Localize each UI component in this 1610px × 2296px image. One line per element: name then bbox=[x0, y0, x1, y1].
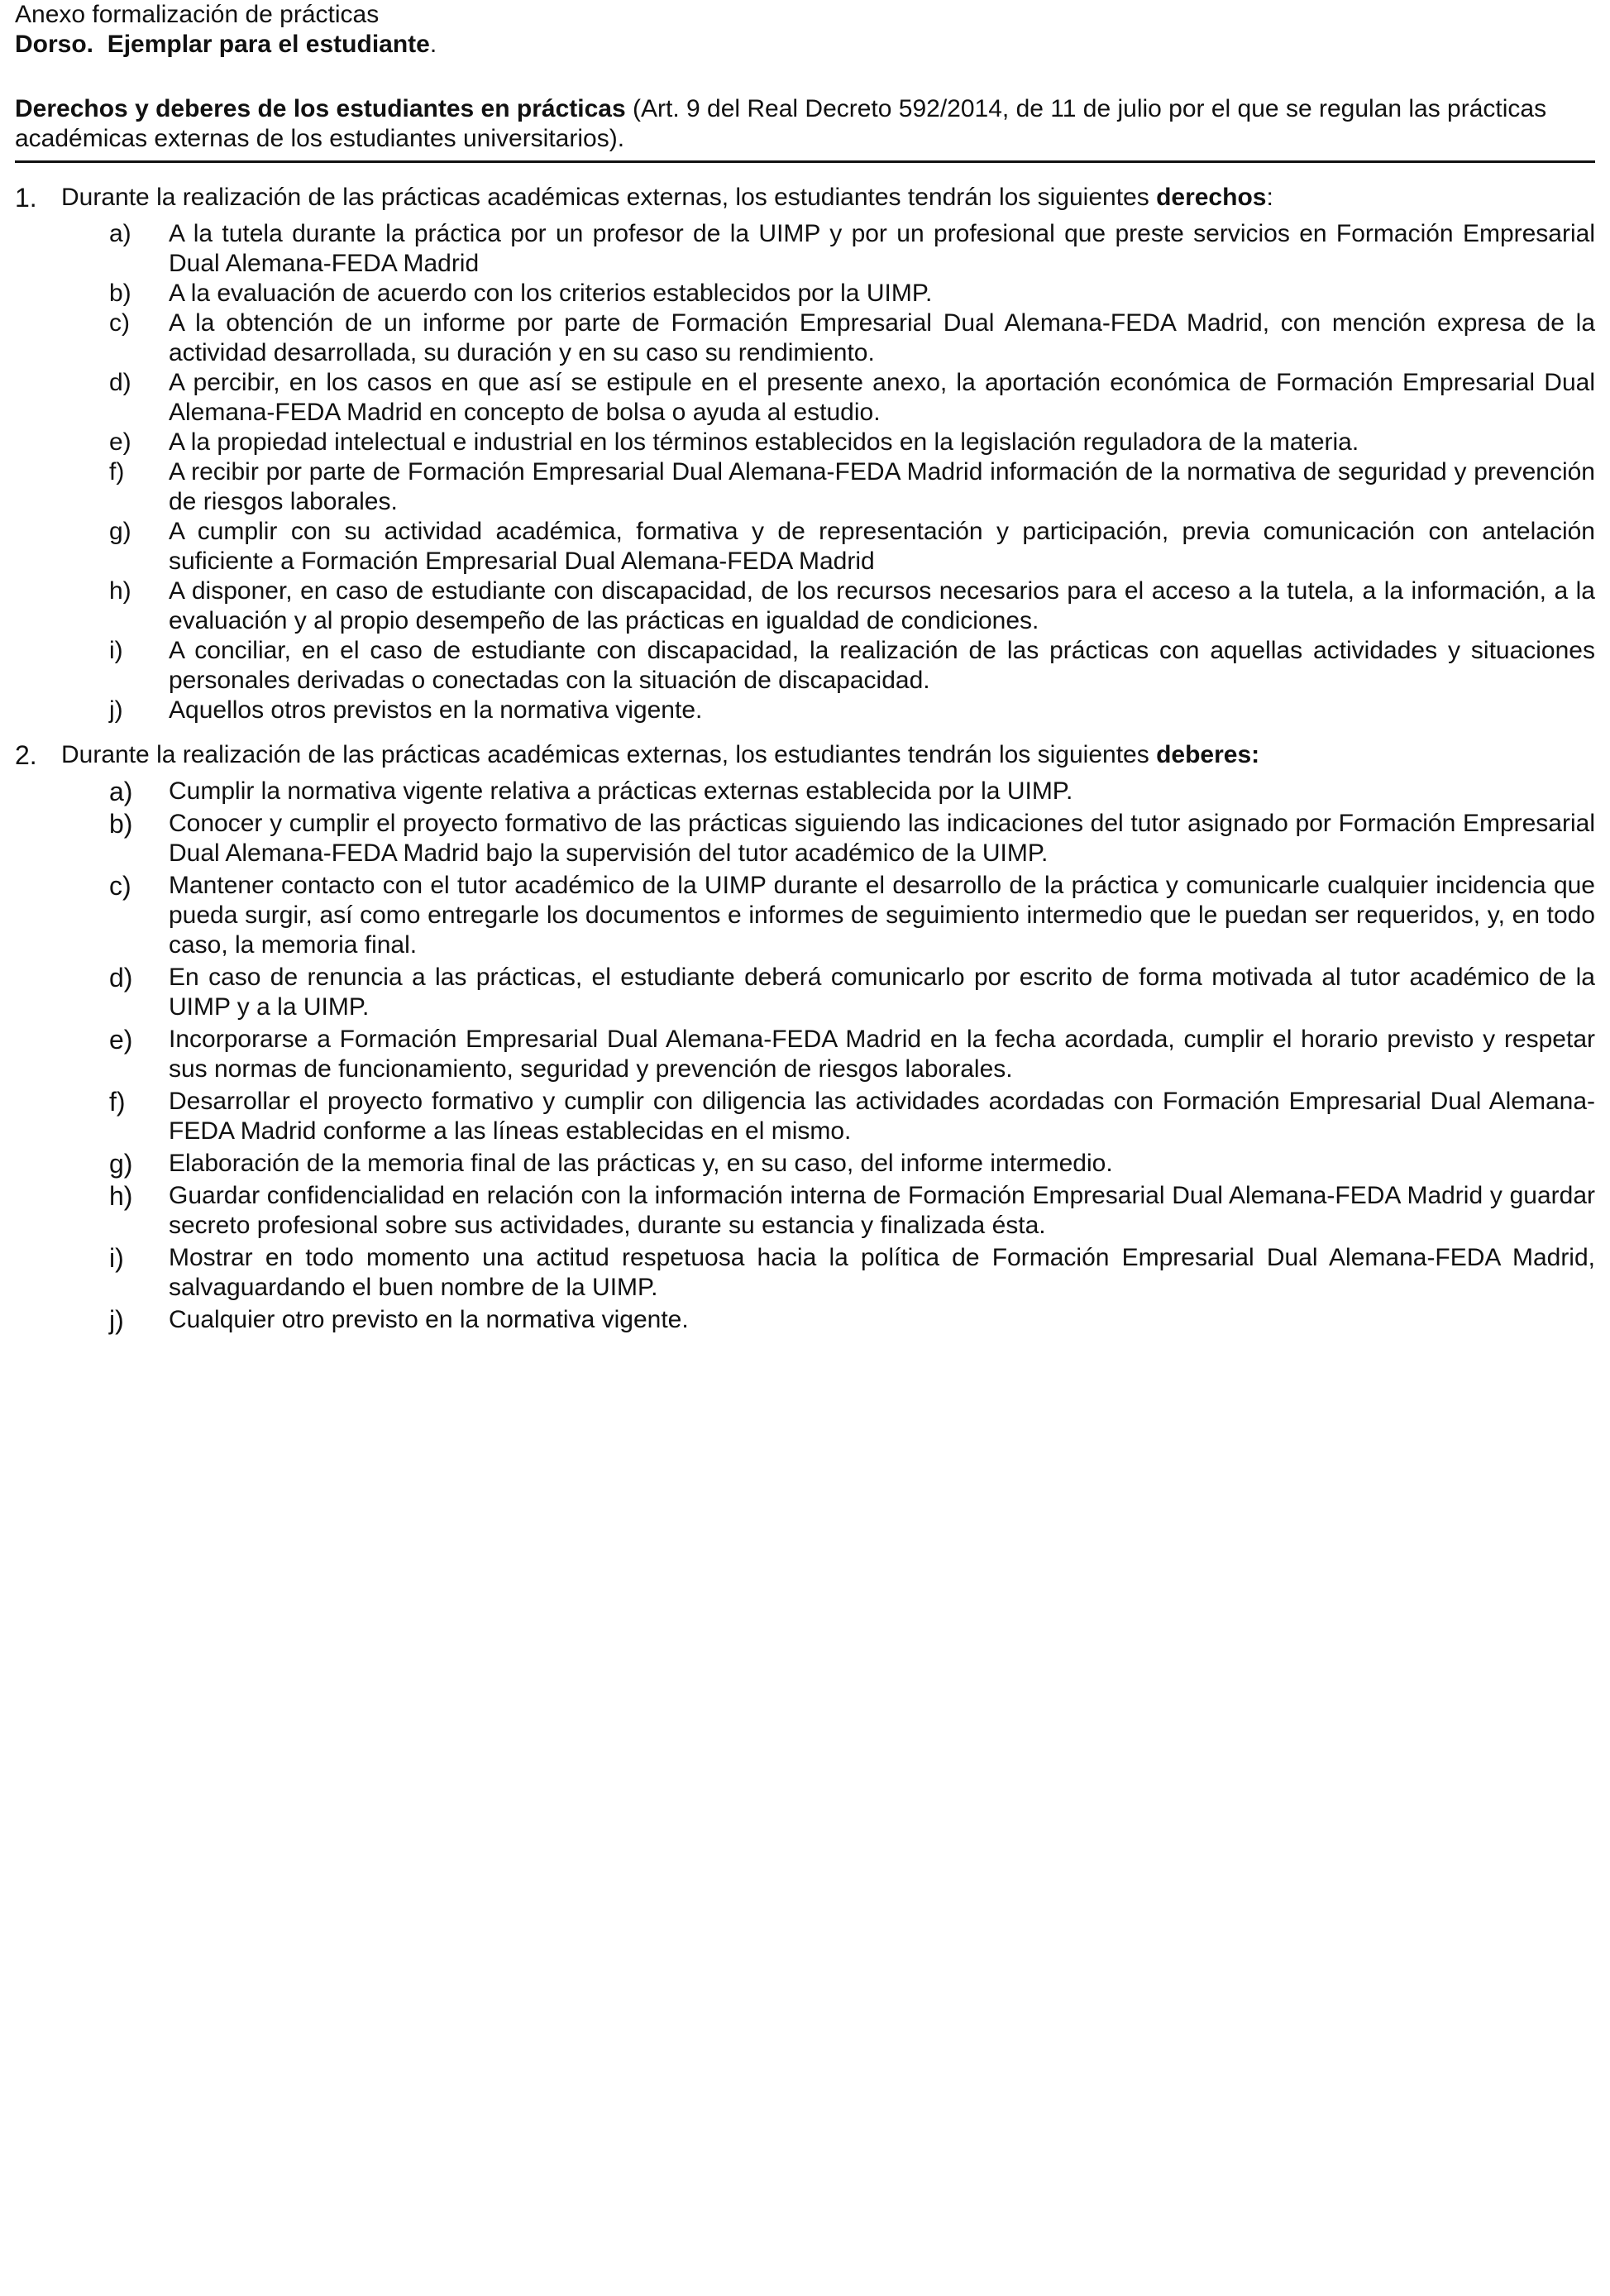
deberes-intro-plain: Durante la realización de las prácticas académicas externas, los estudiantes tendrán los siguientes bbox=[61, 741, 1157, 768]
list-item-letter: g) bbox=[109, 1149, 133, 1179]
list-item-letter: g) bbox=[109, 518, 131, 545]
heading-rest: (Art. 9 del Real Decreto 592/2014, de 11 de julio por el que se regulan las prácticas académicas externas de los estudiantes universitarios). bbox=[15, 95, 1547, 152]
list-item-letter: j) bbox=[109, 696, 123, 724]
section-heading bbox=[15, 94, 1595, 163]
list-item-text: A disponer, en caso de estudiante con discapacidad, de los recursos necesarios para el acceso a la tutela, a la información, a la evaluación y al propio desempeño de las prácticas en igualdad de condiciones. bbox=[169, 577, 1595, 634]
list-item-letter: f) bbox=[109, 458, 125, 486]
list-item-text: Guardar confidencialidad en relación con la información interna de Formación Empresarial Dual Alemana-FEDA Madrid y guardar secreto profesional sobre sus actividades, durante su estancia y finalizada ésta. bbox=[169, 1182, 1595, 1239]
list-item-letter: j) bbox=[109, 1305, 124, 1335]
list-item bbox=[106, 1243, 1595, 1303]
deberes-intro bbox=[15, 740, 1595, 770]
list-item bbox=[106, 696, 1595, 725]
derechos-list bbox=[106, 219, 1595, 725]
deberes-list bbox=[106, 777, 1595, 1335]
list-item bbox=[106, 368, 1595, 428]
list-item-text: Incorporarse a Formación Empresarial Dual Alemana-FEDA Madrid en la fecha acordada, cumplir el horario previsto y respetar sus normas de funcionamiento, seguridad y prevención de riesgos laborales. bbox=[169, 1026, 1595, 1083]
list-item-letter: c) bbox=[109, 309, 130, 337]
list-item-text: Conocer y cumplir el proyecto formativo de las prácticas siguiendo las indicaciones del tutor asignado por Formación Empresarial Dual Alemana-FEDA Madrid bajo la supervisión del tutor académico de la UIMP. bbox=[169, 810, 1595, 867]
list-item-letter: d) bbox=[109, 369, 131, 396]
list-item-letter: a) bbox=[109, 777, 133, 806]
list-item-text: A la tutela durante la práctica por un profesor de la UIMP y por un profesional que preste servicios en Formación Empresarial Dual Alemana-FEDA Madrid bbox=[169, 220, 1595, 277]
list-item bbox=[106, 1087, 1595, 1146]
list-item-letter: b) bbox=[109, 809, 133, 839]
derechos-intro-end: : bbox=[1266, 184, 1273, 211]
derechos-intro-text bbox=[61, 183, 1273, 213]
list-item bbox=[106, 1025, 1595, 1084]
list-item bbox=[106, 309, 1595, 368]
list-item-letter: i) bbox=[109, 637, 123, 664]
list-item-text: Mostrar en todo momento una actitud respetuosa hacia la política de Formación Empresarial Dual Alemana-FEDA Madrid, salvaguardando el buen nombre de la UIMP. bbox=[169, 1244, 1595, 1301]
subtitle-suffix: . bbox=[429, 31, 437, 58]
deberes-section bbox=[15, 740, 1595, 1335]
deberes-number: 2. bbox=[15, 740, 37, 770]
deberes-intro-bold: deberes: bbox=[1156, 741, 1260, 768]
list-item bbox=[106, 1149, 1595, 1179]
list-item-text: Mantener contacto con el tutor académico de la UIMP durante el desarrollo de la práctica y comunicarle cualquier incidencia que pueda surgir, así como entregarle los documentos e informes de seguimiento intermedio que le puedan ser requeridos, y, en todo caso, la memoria final. bbox=[169, 872, 1595, 959]
list-item bbox=[106, 428, 1595, 457]
list-item bbox=[106, 636, 1595, 696]
derechos-number: 1. bbox=[15, 183, 37, 213]
list-item-text: Elaboración de la memoria final de las prácticas y, en su caso, del informe intermedio. bbox=[169, 1150, 1113, 1177]
list-item-letter: h) bbox=[109, 1181, 133, 1211]
list-item-text: Aquellos otros previstos en la normativa vigente. bbox=[169, 696, 703, 724]
deberes-intro-text bbox=[61, 740, 1259, 770]
list-item-letter: e) bbox=[109, 428, 131, 456]
document-page bbox=[15, 0, 1595, 1337]
derechos-intro-plain: Durante la realización de las prácticas académicas externas, los estudiantes tendrán los siguientes bbox=[61, 184, 1157, 211]
list-item-text: Cualquier otro previsto en la normativa vigente. bbox=[169, 1306, 689, 1333]
list-item bbox=[106, 871, 1595, 960]
list-item-text: En caso de renuncia a las prácticas, el estudiante deberá comunicarlo por escrito de forma motivada al tutor académico de la UIMP y a la UIMP. bbox=[169, 964, 1595, 1021]
list-item-letter: h) bbox=[109, 577, 131, 605]
list-item-letter: d) bbox=[109, 963, 133, 993]
subtitle-bold: Ejemplar para el estudiante bbox=[107, 31, 430, 58]
list-item bbox=[106, 457, 1595, 517]
list-item bbox=[106, 517, 1595, 576]
list-item-letter: i) bbox=[109, 1243, 124, 1273]
list-item-text: A la obtención de un informe por parte de Formación Empresarial Dual Alemana-FEDA Madrid, con mención expresa de la actividad desarrollada, su duración y en su caso su rendimiento. bbox=[169, 309, 1595, 366]
derechos-intro-bold: derechos bbox=[1156, 184, 1267, 211]
list-item bbox=[106, 777, 1595, 806]
list-item-text: A la evaluación de acuerdo con los criterios establecidos por la UIMP. bbox=[169, 280, 933, 307]
list-item-text: A percibir, en los casos en que así se estipule en el presente anexo, la aportación económica de Formación Empresarial Dual Alemana-FEDA Madrid en concepto de bolsa o ayuda al estudio. bbox=[169, 369, 1595, 426]
derechos-intro bbox=[15, 183, 1595, 213]
document-title: Anexo formalización de prácticas bbox=[15, 1, 380, 28]
heading-bold: Derechos y deberes de los estudiantes en prácticas bbox=[15, 95, 626, 122]
list-item-text: A recibir por parte de Formación Empresarial Dual Alemana-FEDA Madrid información de la normativa de seguridad y prevención de riesgos laborales. bbox=[169, 458, 1595, 515]
list-item bbox=[106, 963, 1595, 1022]
list-item-letter: f) bbox=[109, 1087, 126, 1117]
list-item-letter: b) bbox=[109, 280, 131, 307]
subtitle-prefix: Dorso. bbox=[15, 31, 94, 58]
list-item bbox=[106, 809, 1595, 868]
list-item bbox=[106, 219, 1595, 279]
list-item-letter: e) bbox=[109, 1025, 133, 1055]
list-item bbox=[106, 1181, 1595, 1241]
list-item-text: Desarrollar el proyecto formativo y cumplir con diligencia las actividades acordadas con Formación Empresarial Dual Alemana-FEDA Madrid conforme a las líneas establecidas en el mismo. bbox=[169, 1088, 1595, 1145]
derechos-section bbox=[15, 183, 1595, 725]
list-item-text: A cumplir con su actividad académica, formativa y de representación y participación, previa comunicación con antelación suficiente a Formación Empresarial Dual Alemana-FEDA Madrid bbox=[169, 518, 1595, 575]
list-item-letter: c) bbox=[109, 871, 131, 901]
list-item bbox=[106, 576, 1595, 636]
list-item-text: A conciliar, en el caso de estudiante con discapacidad, la realización de las prácticas con aquellas actividades y situaciones personales derivadas o conectadas con la situación de discapacidad. bbox=[169, 637, 1595, 694]
list-item bbox=[106, 279, 1595, 309]
document-subtitle bbox=[15, 30, 1595, 60]
list-item bbox=[106, 1305, 1595, 1335]
list-item-letter: a) bbox=[109, 220, 131, 247]
list-item-text: A la propiedad intelectual e industrial en los términos establecidos en la legislación reguladora de la materia. bbox=[169, 428, 1359, 456]
list-item-text: Cumplir la normativa vigente relativa a prácticas externas establecida por la UIMP. bbox=[169, 777, 1073, 805]
